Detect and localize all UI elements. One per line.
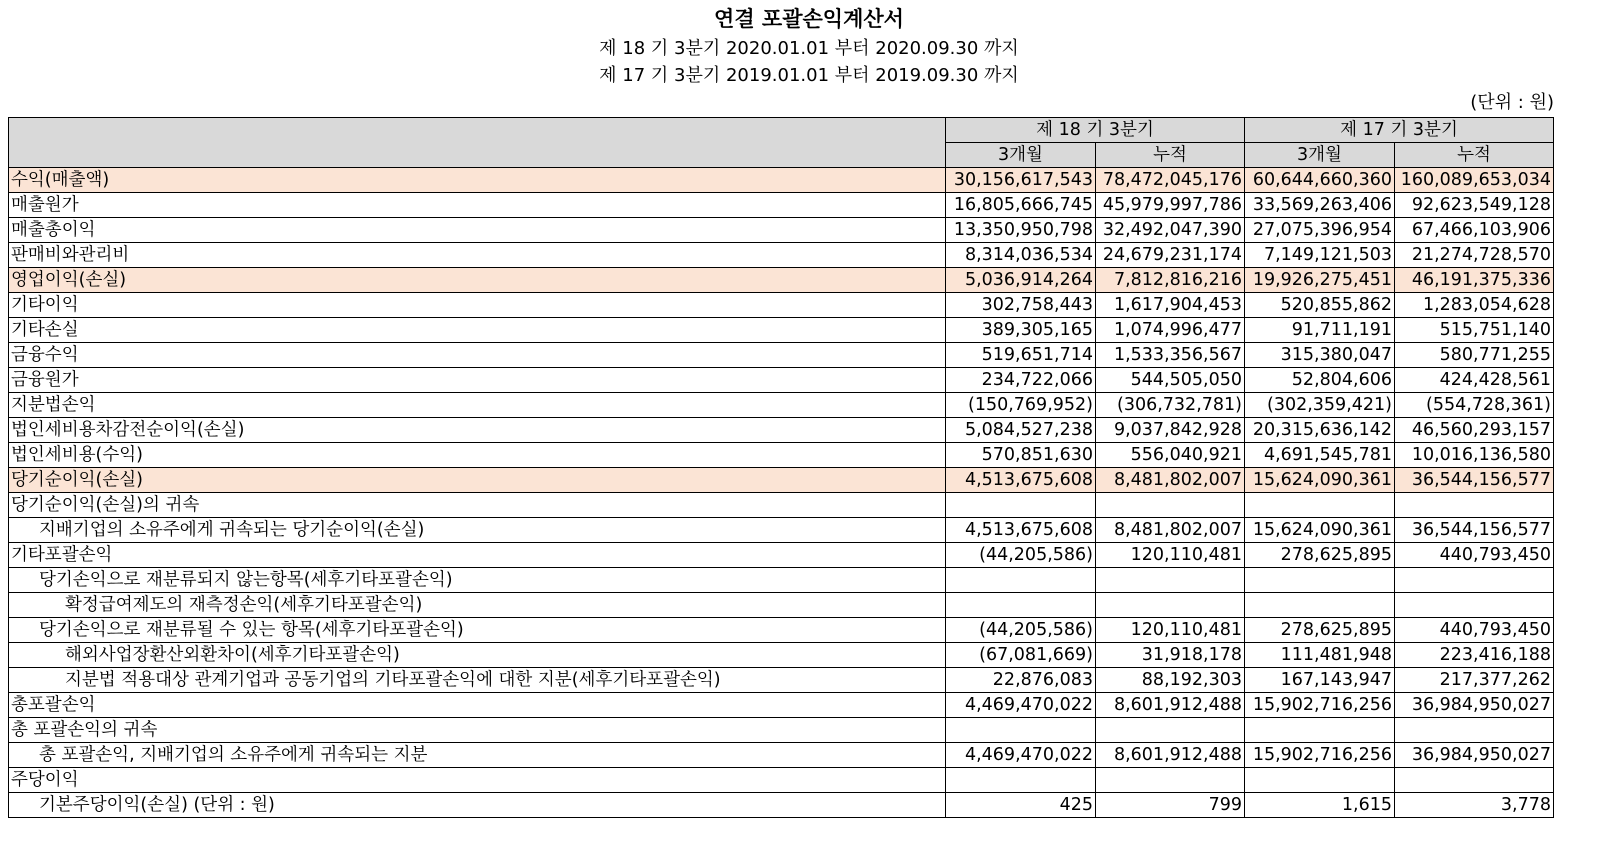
value-current-3month: 4,513,675,608 <box>946 468 1096 493</box>
value-current-cumulative: 45,979,997,786 <box>1096 193 1245 218</box>
value-current-3month <box>946 718 1096 743</box>
value-current-3month <box>946 593 1096 618</box>
value-prior-cumulative <box>1395 493 1554 518</box>
value-prior-3month: (302,359,421) <box>1245 393 1395 418</box>
table-row <box>9 593 1554 618</box>
value-current-cumulative: 8,481,802,007 <box>1096 468 1245 493</box>
header-account-cell <box>9 118 946 168</box>
account-label: 해외사업장환산외환차이(세후기타포괄손익) <box>9 643 946 668</box>
table-row <box>9 468 1554 493</box>
value-current-cumulative: 544,505,050 <box>1096 368 1245 393</box>
value-current-cumulative: 1,533,356,567 <box>1096 343 1245 368</box>
value-current-cumulative: 556,040,921 <box>1096 443 1245 468</box>
header-current-period: 제 18 기 3분기 <box>946 118 1245 143</box>
value-current-cumulative <box>1096 718 1245 743</box>
value-prior-cumulative: 67,466,103,906 <box>1395 218 1554 243</box>
value-current-3month: 4,469,470,022 <box>946 743 1096 768</box>
value-current-3month: 302,758,443 <box>946 293 1096 318</box>
value-prior-cumulative: 160,089,653,034 <box>1395 168 1554 193</box>
account-label: 총 포괄손익의 귀속 <box>9 718 946 743</box>
value-prior-cumulative: 21,274,728,570 <box>1395 243 1554 268</box>
value-prior-cumulative: 10,016,136,580 <box>1395 443 1554 468</box>
account-label: 지배기업의 소유주에게 귀속되는 당기순이익(손실) <box>9 518 946 543</box>
value-current-3month: (44,205,586) <box>946 543 1096 568</box>
value-current-3month: 519,651,714 <box>946 343 1096 368</box>
value-prior-cumulative: 1,283,054,628 <box>1395 293 1554 318</box>
value-current-3month: (67,081,669) <box>946 643 1096 668</box>
value-current-3month: 5,084,527,238 <box>946 418 1096 443</box>
value-current-cumulative: 8,601,912,488 <box>1096 693 1245 718</box>
header-current-3month: 3개월 <box>946 143 1096 168</box>
value-prior-cumulative: 92,623,549,128 <box>1395 193 1554 218</box>
account-label: 당기순이익(손실)의 귀속 <box>9 493 946 518</box>
value-current-cumulative: 88,192,303 <box>1096 668 1245 693</box>
table-row <box>9 393 1554 418</box>
value-prior-3month: 33,569,263,406 <box>1245 193 1395 218</box>
value-current-cumulative: 78,472,045,176 <box>1096 168 1245 193</box>
account-label: 주당이익 <box>9 768 946 793</box>
value-current-3month: 13,350,950,798 <box>946 218 1096 243</box>
table-row <box>9 318 1554 343</box>
income-statement-table <box>8 117 1554 818</box>
value-current-3month: 16,805,666,745 <box>946 193 1096 218</box>
value-prior-cumulative: 46,560,293,157 <box>1395 418 1554 443</box>
table-row <box>9 268 1554 293</box>
value-prior-cumulative <box>1395 718 1554 743</box>
table-row <box>9 343 1554 368</box>
value-prior-cumulative: 440,793,450 <box>1395 618 1554 643</box>
account-label: 지분법손익 <box>9 393 946 418</box>
value-prior-3month: 278,625,895 <box>1245 618 1395 643</box>
table-row <box>9 793 1554 818</box>
account-label: 매출총이익 <box>9 218 946 243</box>
value-current-3month: (150,769,952) <box>946 393 1096 418</box>
value-current-3month: (44,205,586) <box>946 618 1096 643</box>
value-current-3month: 234,722,066 <box>946 368 1096 393</box>
account-label: 확정급여제도의 재측정손익(세후기타포괄손익) <box>9 593 946 618</box>
value-prior-3month: 15,624,090,361 <box>1245 468 1395 493</box>
value-current-3month: 4,513,675,608 <box>946 518 1096 543</box>
value-current-cumulative: 120,110,481 <box>1096 618 1245 643</box>
account-label: 당기손익으로 재분류되지 않는항목(세후기타포괄손익) <box>9 568 946 593</box>
value-prior-3month <box>1245 493 1395 518</box>
table-row <box>9 543 1554 568</box>
value-current-cumulative: 24,679,231,174 <box>1096 243 1245 268</box>
value-prior-cumulative: 36,544,156,577 <box>1395 518 1554 543</box>
value-prior-3month: 7,149,121,503 <box>1245 243 1395 268</box>
value-current-3month: 30,156,617,543 <box>946 168 1096 193</box>
table-row <box>9 293 1554 318</box>
value-prior-cumulative: 515,751,140 <box>1395 318 1554 343</box>
account-label: 기타이익 <box>9 293 946 318</box>
value-prior-3month: 52,804,606 <box>1245 368 1395 393</box>
account-label: 금융원가 <box>9 368 946 393</box>
table-row <box>9 368 1554 393</box>
value-current-3month: 22,876,083 <box>946 668 1096 693</box>
account-label: 수익(매출액) <box>9 168 946 193</box>
account-label: 총포괄손익 <box>9 693 946 718</box>
account-label: 기타손실 <box>9 318 946 343</box>
value-current-cumulative: 8,481,802,007 <box>1096 518 1245 543</box>
table-row <box>9 168 1554 193</box>
account-label: 당기순이익(손실) <box>9 468 946 493</box>
account-label: 법인세비용차감전순이익(손실) <box>9 418 946 443</box>
header-row-periods <box>9 118 1554 143</box>
table-row <box>9 618 1554 643</box>
value-prior-3month: 20,315,636,142 <box>1245 418 1395 443</box>
value-current-cumulative: 799 <box>1096 793 1245 818</box>
table-row <box>9 668 1554 693</box>
value-current-3month: 8,314,036,534 <box>946 243 1096 268</box>
value-current-cumulative: (306,732,781) <box>1096 393 1245 418</box>
value-current-3month: 570,851,630 <box>946 443 1096 468</box>
value-current-cumulative: 7,812,816,216 <box>1096 268 1245 293</box>
unit-label: (단위 : 원) <box>1470 92 1554 113</box>
header-prior-period: 제 17 기 3분기 <box>1245 118 1554 143</box>
value-current-cumulative <box>1096 493 1245 518</box>
value-prior-cumulative: 440,793,450 <box>1395 543 1554 568</box>
value-prior-cumulative: 217,377,262 <box>1395 668 1554 693</box>
value-prior-cumulative: (554,728,361) <box>1395 393 1554 418</box>
value-prior-3month: 111,481,948 <box>1245 643 1395 668</box>
value-current-cumulative: 1,617,904,453 <box>1096 293 1245 318</box>
value-prior-cumulative: 36,984,950,027 <box>1395 743 1554 768</box>
value-current-cumulative: 32,492,047,390 <box>1096 218 1245 243</box>
value-current-cumulative: 8,601,912,488 <box>1096 743 1245 768</box>
value-prior-3month: 91,711,191 <box>1245 318 1395 343</box>
table-row <box>9 243 1554 268</box>
table-row <box>9 718 1554 743</box>
value-prior-3month <box>1245 768 1395 793</box>
table-row <box>9 493 1554 518</box>
value-current-cumulative: 120,110,481 <box>1096 543 1245 568</box>
value-prior-cumulative <box>1395 768 1554 793</box>
header-prior-cumulative: 누적 <box>1395 143 1554 168</box>
statement-title: 연결 포괄손익계산서 <box>714 7 904 31</box>
value-prior-3month <box>1245 568 1395 593</box>
value-prior-cumulative <box>1395 593 1554 618</box>
value-prior-3month: 19,926,275,451 <box>1245 268 1395 293</box>
value-current-cumulative: 1,074,996,477 <box>1096 318 1245 343</box>
table-row <box>9 518 1554 543</box>
value-prior-3month: 27,075,396,954 <box>1245 218 1395 243</box>
value-prior-cumulative: 36,984,950,027 <box>1395 693 1554 718</box>
value-current-3month <box>946 568 1096 593</box>
table-row <box>9 568 1554 593</box>
value-prior-cumulative: 46,191,375,336 <box>1395 268 1554 293</box>
value-current-3month: 4,469,470,022 <box>946 693 1096 718</box>
account-label: 지분법 적용대상 관계기업과 공동기업의 기타포괄손익에 대한 지분(세후기타포괄손익) <box>9 668 946 693</box>
value-current-cumulative <box>1096 593 1245 618</box>
account-label: 금융수익 <box>9 343 946 368</box>
value-prior-cumulative: 223,416,188 <box>1395 643 1554 668</box>
value-prior-3month: 315,380,047 <box>1245 343 1395 368</box>
value-current-cumulative <box>1096 768 1245 793</box>
value-current-3month: 425 <box>946 793 1096 818</box>
account-label: 매출원가 <box>9 193 946 218</box>
header-current-cumulative: 누적 <box>1096 143 1245 168</box>
account-label: 법인세비용(수익) <box>9 443 946 468</box>
table-row <box>9 418 1554 443</box>
value-prior-cumulative: 36,544,156,577 <box>1395 468 1554 493</box>
value-current-3month <box>946 493 1096 518</box>
table-row <box>9 743 1554 768</box>
value-prior-3month: 520,855,862 <box>1245 293 1395 318</box>
value-prior-cumulative <box>1395 568 1554 593</box>
value-prior-3month: 15,902,716,256 <box>1245 743 1395 768</box>
value-prior-3month: 1,615 <box>1245 793 1395 818</box>
value-prior-3month: 278,625,895 <box>1245 543 1395 568</box>
value-current-3month: 5,036,914,264 <box>946 268 1096 293</box>
value-prior-3month: 167,143,947 <box>1245 668 1395 693</box>
value-current-cumulative <box>1096 568 1245 593</box>
account-label: 총 포괄손익, 지배기업의 소유주에게 귀속되는 지분 <box>9 743 946 768</box>
table-row <box>9 768 1554 793</box>
value-prior-3month: 60,644,660,360 <box>1245 168 1395 193</box>
account-label: 기본주당이익(손실) (단위 : 원) <box>9 793 946 818</box>
value-current-3month <box>946 768 1096 793</box>
table-row <box>9 218 1554 243</box>
current-period-line: 제 18 기 3분기 2020.01.01 부터 2020.09.30 까지 <box>599 38 1019 59</box>
account-label: 기타포괄손익 <box>9 543 946 568</box>
value-prior-3month: 15,902,716,256 <box>1245 693 1395 718</box>
table-row <box>9 193 1554 218</box>
value-prior-cumulative: 580,771,255 <box>1395 343 1554 368</box>
table-row <box>9 643 1554 668</box>
value-prior-3month: 4,691,545,781 <box>1245 443 1395 468</box>
value-prior-3month <box>1245 718 1395 743</box>
account-label: 판매비와관리비 <box>9 243 946 268</box>
value-prior-3month: 15,624,090,361 <box>1245 518 1395 543</box>
account-label: 당기손익으로 재분류될 수 있는 항목(세후기타포괄손익) <box>9 618 946 643</box>
table-row <box>9 443 1554 468</box>
value-current-cumulative: 9,037,842,928 <box>1096 418 1245 443</box>
value-prior-cumulative: 3,778 <box>1395 793 1554 818</box>
header-prior-3month: 3개월 <box>1245 143 1395 168</box>
value-prior-cumulative: 424,428,561 <box>1395 368 1554 393</box>
value-current-cumulative: 31,918,178 <box>1096 643 1245 668</box>
table-row <box>9 693 1554 718</box>
account-label: 영업이익(손실) <box>9 268 946 293</box>
value-current-3month: 389,305,165 <box>946 318 1096 343</box>
prior-period-line: 제 17 기 3분기 2019.01.01 부터 2019.09.30 까지 <box>599 65 1019 86</box>
value-prior-3month <box>1245 593 1395 618</box>
